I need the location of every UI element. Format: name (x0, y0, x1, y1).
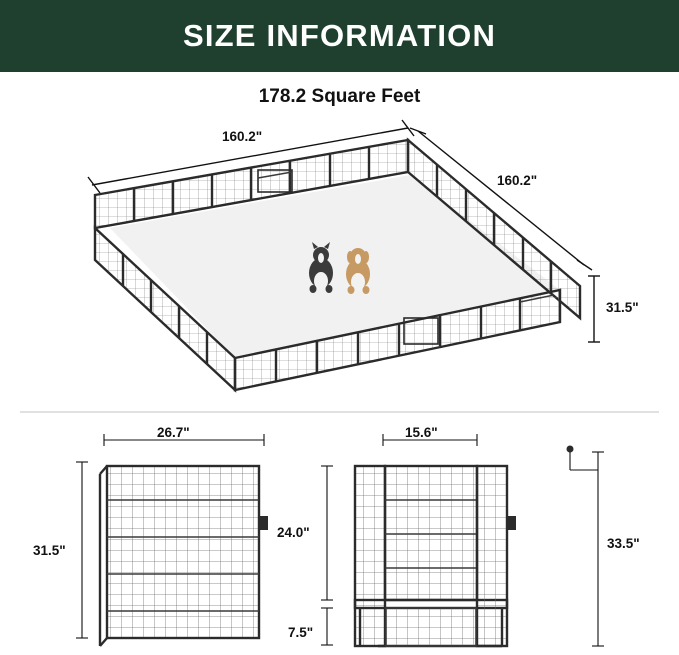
detail-panel-left (76, 434, 268, 646)
detail-gate-panel (321, 434, 516, 646)
detail-overall-height (567, 446, 605, 647)
dog-illustration-beagle (346, 248, 370, 294)
page-title: SIZE INFORMATION (182, 18, 497, 53)
label-top-left-width: 160.2" (222, 129, 263, 144)
label-detail-left-width: 26.7" (157, 425, 190, 440)
label-panel-height: 31.5" (606, 300, 639, 315)
label-gate-clearance: 7.5" (288, 625, 314, 640)
area-label: 178.2 Square Feet (258, 86, 421, 107)
dimension-right-height (588, 276, 600, 342)
label-detail-left-height: 31.5" (33, 543, 66, 558)
label-overall-height: 33.5" (607, 536, 640, 551)
label-gate-width: 15.6" (405, 425, 438, 440)
label-top-right-width: 160.2" (497, 173, 538, 188)
label-gate-door-height: 24.0" (277, 525, 310, 540)
